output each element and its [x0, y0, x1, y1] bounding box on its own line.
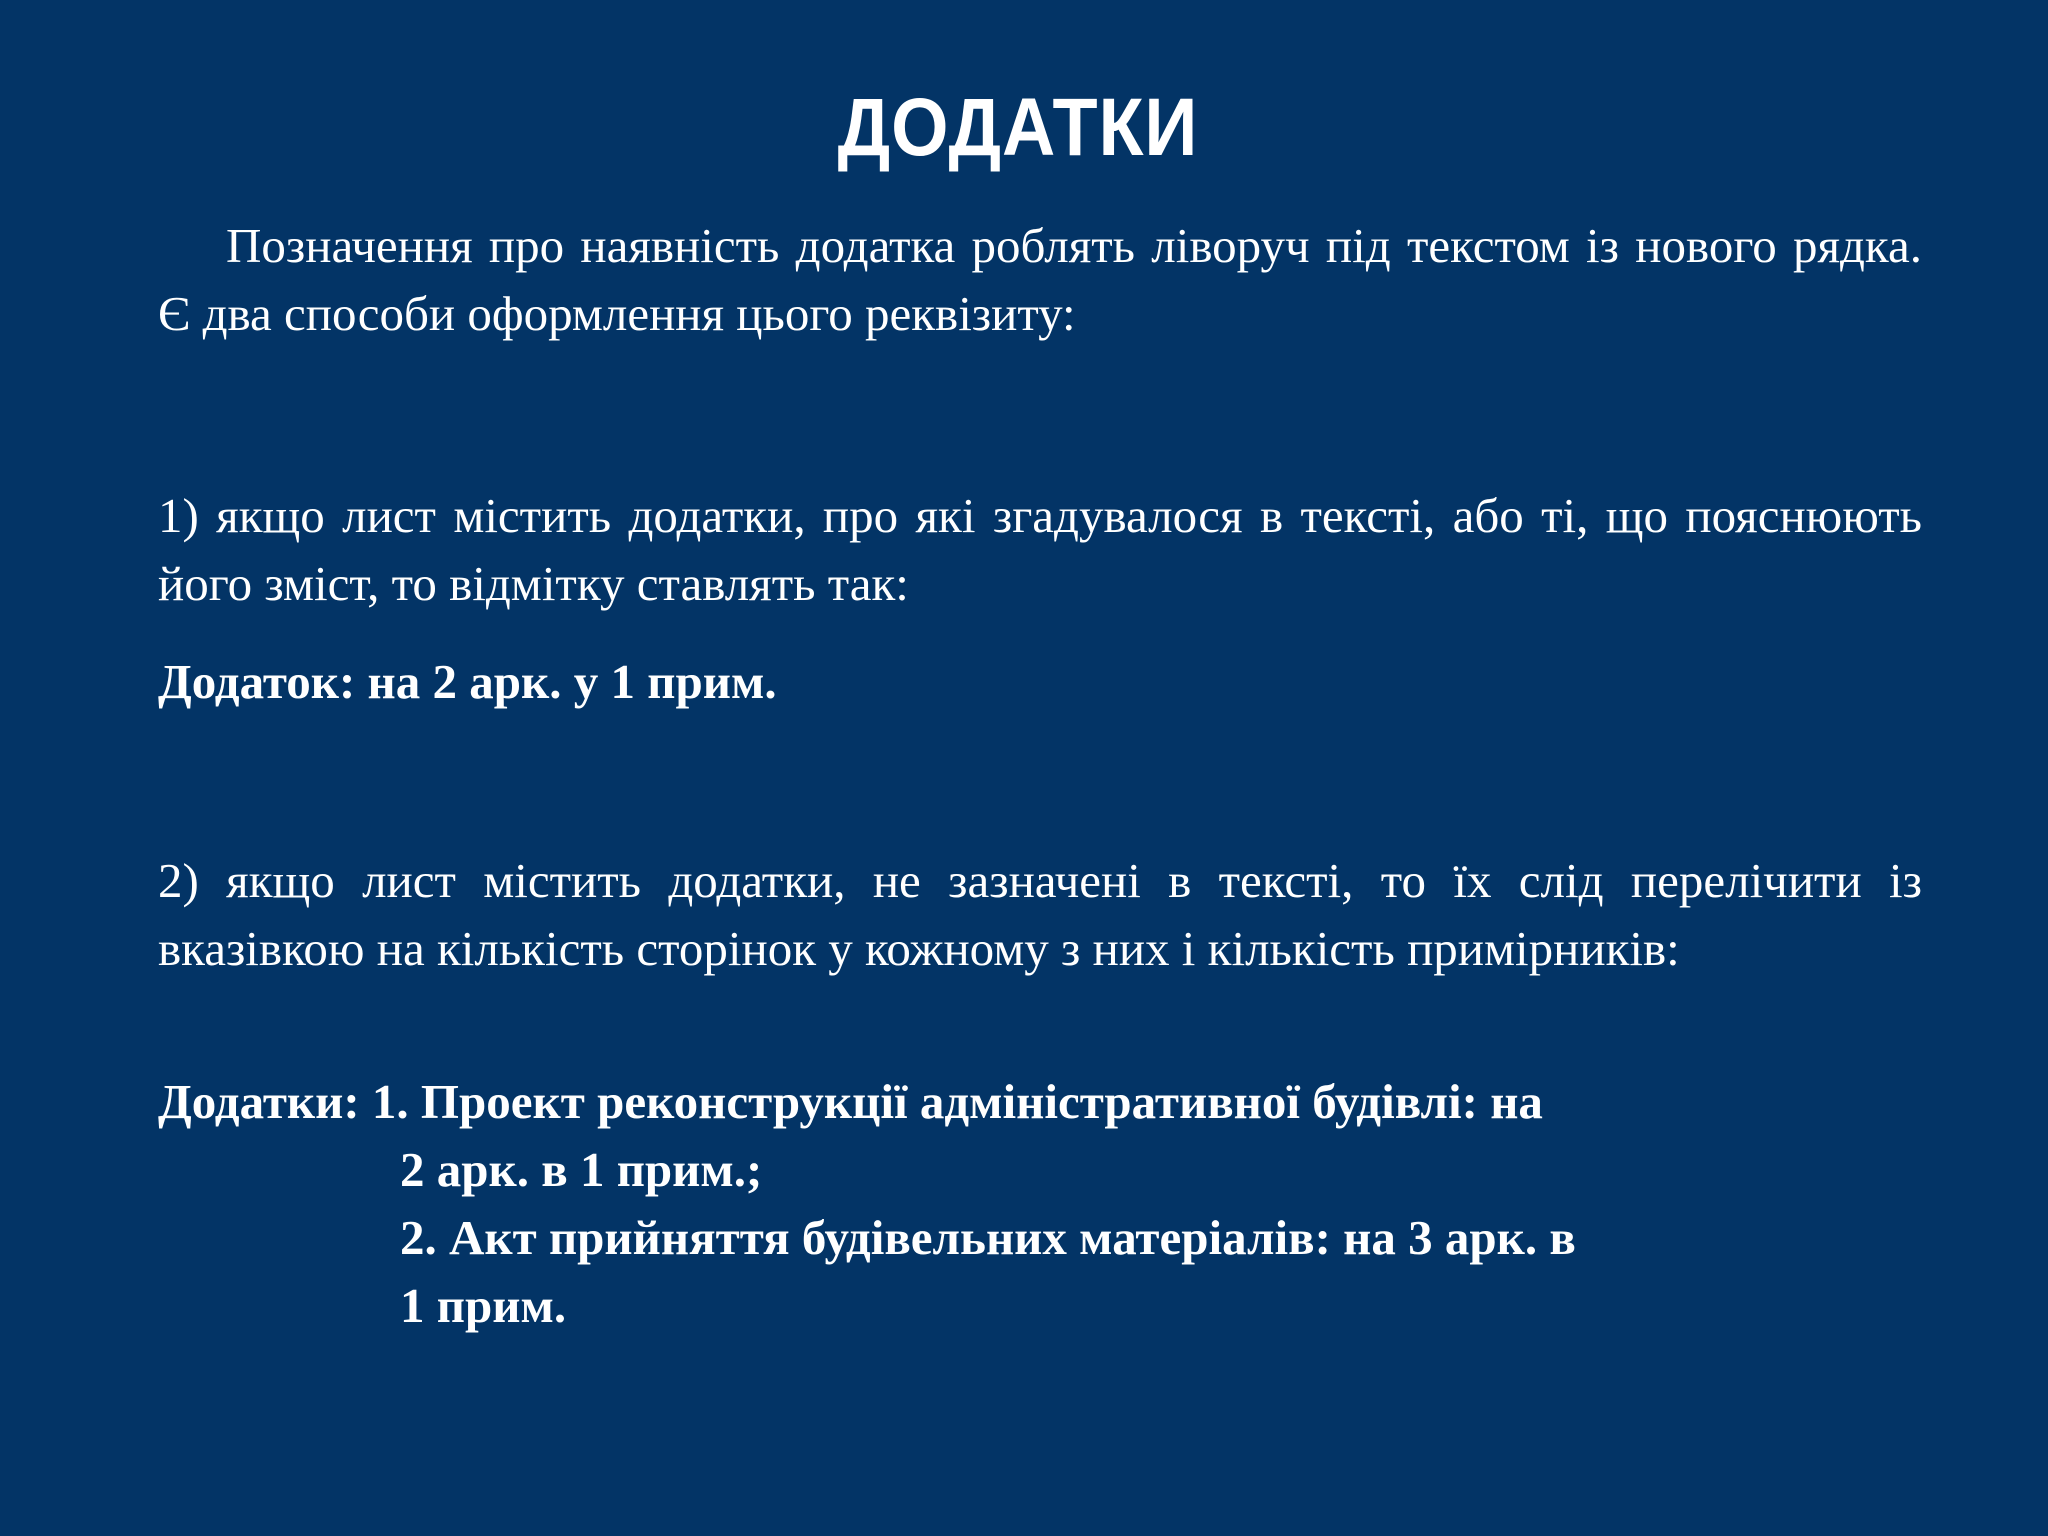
case-1-paragraph: 1) якщо лист містить додатки, про які згадувалося в тексті, або ті, що пояснюють його зміст, то відмітку ставлять так: — [158, 488, 1922, 611]
case-1-example: Додаток: на 2 арк. у 1 прим. — [158, 654, 777, 709]
case-2-paragraph: 2) якщо лист містить додатки, не зазначені в тексті, то їх слід перелічити із вказівкою на кількість сторінок у кожному з них і кількість примірників: — [158, 853, 1922, 976]
slide-title: ДОДАТКИ — [837, 82, 1199, 173]
intro-paragraph: Позначення про наявність додатка роблять ліворуч під текстом із нового рядка. Є два способи оформлення цього реквізиту: — [158, 218, 1922, 341]
case-2-example-line-4: 1 прим. — [400, 1278, 567, 1333]
case-2-example-line-2: 2 арк. в 1 прим.; — [400, 1142, 763, 1197]
case-2-example-line-1: Додатки: 1. Проект реконструкції адміністративної будівлі: на — [158, 1074, 1543, 1129]
case-2-example-line-3: 2. Акт прийняття будівельних матеріалів: на 3 арк. в — [400, 1210, 1576, 1265]
